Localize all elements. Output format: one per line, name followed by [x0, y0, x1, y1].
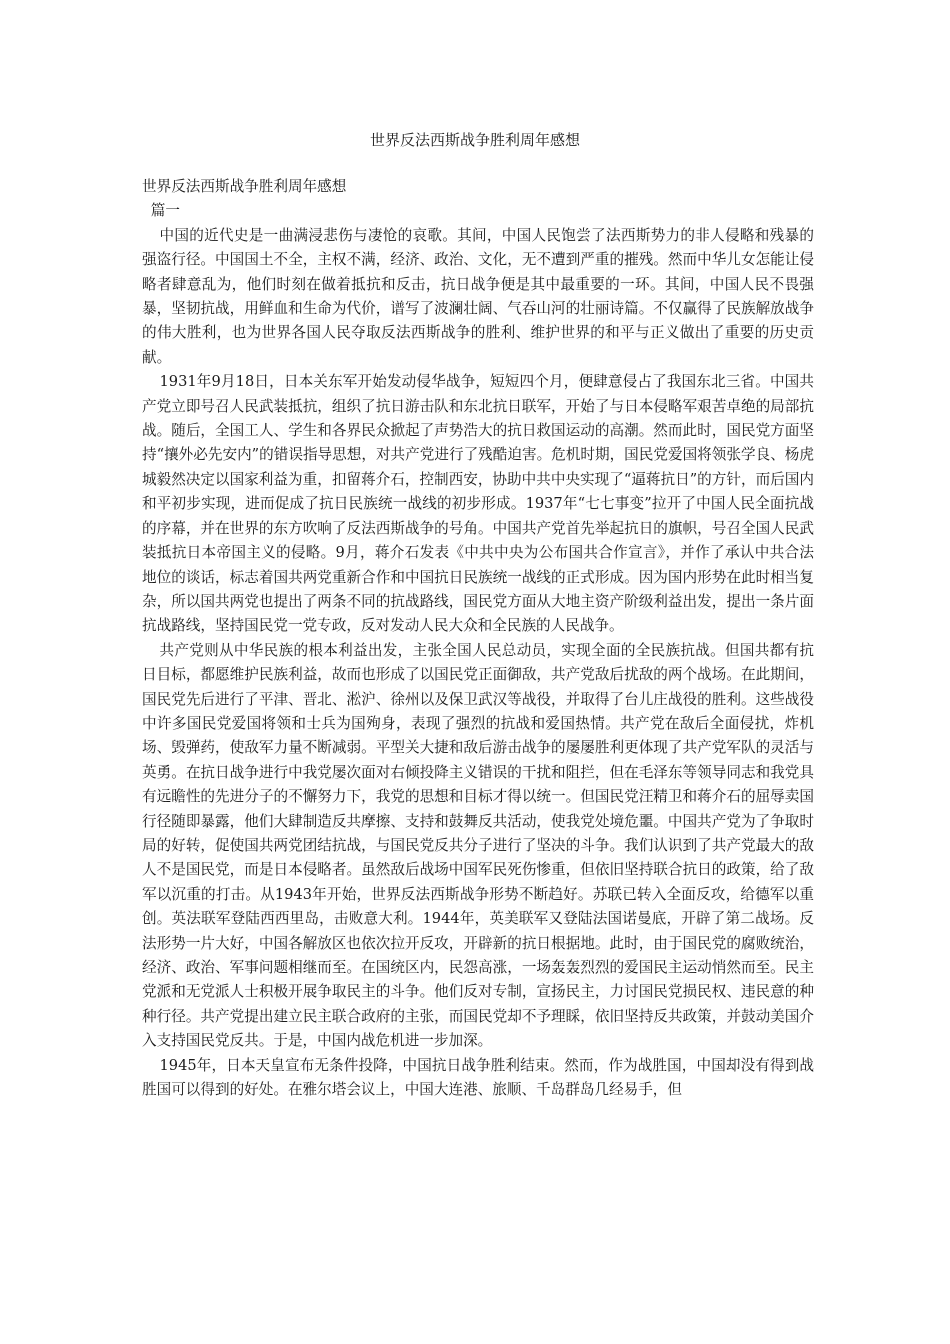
document-subtitle: 世界反法西斯战争胜利周年感想 — [142, 178, 347, 195]
document-body — [142, 175, 814, 1102]
paragraph: 1945年，日本天皇宣布无条件投降，中国抗日战争胜利结束。然而，作为战胜国，中国却没有得到战胜国可以得到的好处。在雅尔塔会议上，中国大连港、旅顺、千岛群岛几经易手，但 — [142, 1056, 814, 1099]
paragraph: 1931年9月18日，日本关东军开始发动侵华战争，短短四个月，便肆意侵占了我国东北三省。中国共产党立即号召人民武装抵抗，组织了抗日游击队和东北抗日联军，开始了与日本侵略军艰苦卓绝的局部抗战。随后，全国工人、学生和各界民众掀起了声势浩大的抗日救国运动的高潮。然而此时，国民党方面坚持“攘外必先安内”的错误指导思想，对共产党进行了残酷迫害。危机时期，国民党爱国将领张学良、杨虎城毅然决定以国家利益为重，扣留蒋介石，控制西安，协助中共中央实现了“逼蒋抗日”的方针，而后国内和平初步实现，进而促成了抗日民族统一战线的初步形成。1937年“七七事变”拉开了中国人民全面抗战的序幕，并在世界的东方吹响了反法西斯战争的号角。中国共产党首先举起抗日的旗帜，号召全国人民武装抵抗日本帝国主义的侵略。9月，蒋介石发表《中共中央为公布国共合作宣言》，并作了承认中共合法地位的谈话，标志着国共两党重新合作和中国抗日民族统一战线的正式形成。因为国内形势在此时相当复杂，所以国共两党也提出了两条不同的抗战路线，国民党方面从大地主资产阶级利益出发，提出一条片面抗战路线，坚持国民党一党专政，反对发动人民大众和全民族的人民战争。 — [142, 373, 814, 635]
document-title: 世界反法西斯战争胜利周年感想 — [369, 131, 580, 149]
paragraph: 中国的近代史是一曲满浸悲伤与凄怆的哀歌。其间，中国人民饱尝了法西斯势力的非人侵略和残暴的强盗行径。中国国土不全，主权不满，经济、政治、文化，无不遭到严重的摧残。然而中华儿女怎能让侵略者肆意乱为，他们时刻在做着抵抗和反击，抗日战争便是其中最重要的一环。其间，中国人民不畏强暴，坚韧抗战，用鲜血和生命为代价，谱写了波澜壮阔、气吞山河的壮丽诗篇。不仅赢得了民族解放战争的伟大胜利，也为世界各国人民夺取反法西斯战争的胜利、维护世界的和平与正义做出了重要的历史贡献。 — [142, 226, 814, 366]
paragraph: 共产党则从中华民族的根本利益出发，主张全国人民总动员，实现全面的全民族抗战。但国共都有抗日目标，都愿维护民族利益，故而也形成了以国民党正面御敌，共产党敌后扰敌的两个战场。在此期间，国民党先后进行了平津、晋北、淞沪、徐州以及保卫武汉等战役，并取得了台儿庄战役的胜利。这些战役中许多国民党爱国将领和士兵为国殉身，表现了强烈的抗战和爱国热情。共产党在敌后全面侵扰，炸机场、毁弹药，使敌军力量不断减弱。平型关大捷和敌后游击战争的屡屡胜利更体现了共产党军队的灵活与英勇。在抗日战争进行中我党屡次面对右倾投降主义错误的干扰和阻拦，但在毛泽东等领导同志和我党具有远瞻性的先进分子的不懈努力下，我党的思想和目标才得以统一。但国民党汪精卫和蒋介石的屈辱卖国行径随即暴露，他们大肆制造反共摩擦、支持和鼓舞反共活动，使我党处境危噩。中国共产党为了争取时局的好转，促使国共两党团结抗战，与国民党反共分子进行了坚决的斗争。我们认识到了共产党最大的敌人不是国民党，而是日本侵略者。虽然敌后战场中国军民死伤惨重，但依旧坚持联合抗日的政策，给了敌军以沉重的打击。从1943年开始，世界反法西斯战争形势不断趋好。苏联已转入全面反攻，给德军以重创。英法联军登陆西西里岛，击败意大利。1944年，英美联军又登陆法国诺曼底，开辟了第二战场。反法形势一片大好，中国各解放区也依次拉开反攻，开辟新的抗日根据地。此时，由于国民党的腐败统治，经济、政治、军事问题相继而至。在国统区内，民怨高涨，一场轰轰烈烈的爱国民主运动悄然而至。民主党派和无党派人士积极开展争取民主的斗争。他们反对专制，宣扬民主，力讨国民党损民权、违民意的种种行径。共产党提出建立民主联合政府的主张，而国民党却不予理睬，依旧坚持反共政策，并鼓动美国介入支持国民党反共。于是，中国内战危机进一步加深。 — [142, 641, 814, 1050]
section-label: 篇一 — [150, 202, 180, 220]
